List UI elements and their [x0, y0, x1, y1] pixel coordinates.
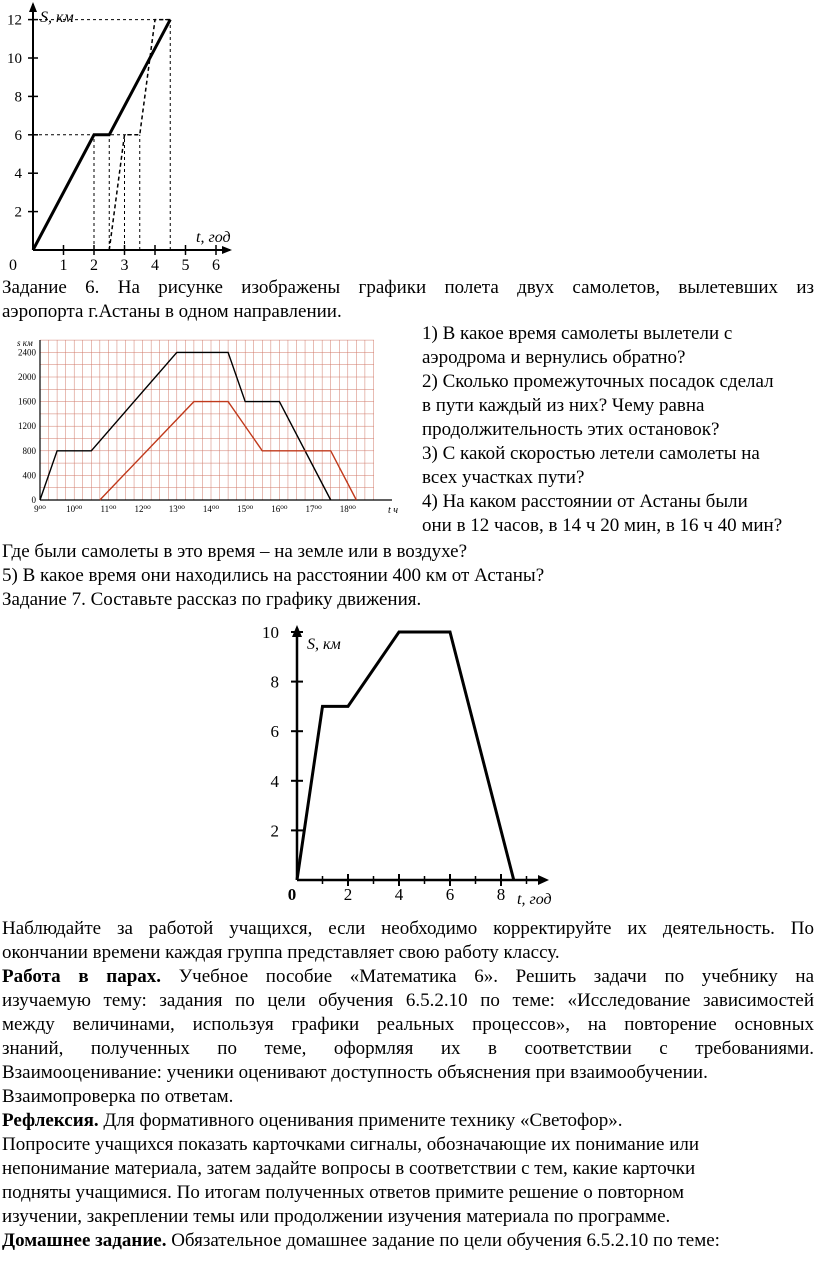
graph-3-y-tick: 4 [270, 771, 279, 791]
task6-question-line: они в 12 часов, в 14 ч 20 мин, в 16 ч 40 мин? [422, 515, 783, 536]
graph-3-x-tick: 8 [496, 885, 506, 904]
graph-2-x-label: t ч [388, 505, 399, 516]
graph-3-x-label: t, год [517, 891, 552, 908]
graph-3-series [297, 632, 514, 880]
pair-line-3: между величинами, используя графики реальных процессов», на повторение основных [2, 1014, 814, 1035]
graph-2-x-tick: 9⁰⁰ [34, 504, 46, 514]
task6-question-5: 5) В какое время они находились на расстоянии 400 км от Астаны? [2, 565, 545, 586]
refl-heading: Рефлексия. [2, 1110, 99, 1131]
graph-1-x-tick: 1 [59, 257, 68, 272]
task6-question-line: 2) Сколько промежуточных посадок сделал [422, 371, 774, 392]
graph-2-x-tick: 17⁰⁰ [305, 504, 322, 514]
graph-2-x-tick: 10⁰⁰ [66, 504, 83, 514]
graph-2 [0, 330, 410, 520]
graph-3-y-label: S, км [307, 636, 341, 653]
graph-2-y-tick: 800 [22, 445, 36, 456]
graph-1-y-tick: 2 [14, 204, 22, 221]
task6-question-line: продолжительность этих остановок? [422, 419, 720, 440]
graph-2-x-tick: 13⁰⁰ [168, 504, 185, 514]
graph-1-x-tick: 0 [9, 257, 17, 272]
graph-1-x-tick: 2 [90, 257, 98, 272]
task6-question-full-line: Где были самолеты в это время – на земле или в воздухе? [2, 541, 468, 562]
graph-1-x-tick: 5 [181, 257, 190, 272]
refl-line-4: подняты учащимися. По итогам полученных ответов примите решение о повторном [2, 1182, 685, 1203]
graph-1-y-tick: 4 [14, 166, 22, 183]
graph-2-x-tick: 16⁰⁰ [271, 504, 288, 514]
graph-2-x-tick: 12⁰⁰ [134, 504, 151, 514]
graph-1-x-tick: 4 [151, 257, 159, 272]
graph-2-y-tick: 0 [31, 495, 36, 505]
graph-2-x-tick: 11⁰⁰ [100, 504, 117, 514]
graph-3 [255, 622, 555, 912]
task6-line-2: аэропорта г.Астаны в одном направлении. [2, 301, 342, 322]
task6-question-line: 4) На каком расстоянии от Астаны были [422, 491, 748, 512]
refl-line-5: изучении, закреплении темы или продолжении изучения материала по программе. [2, 1206, 671, 1227]
graph-1-x-tick: 6 [212, 257, 220, 272]
graph-1-y-tick: 10 [7, 51, 22, 67]
graph-2-x-tick: 14⁰⁰ [202, 504, 220, 514]
graph-3-y-tick: 10 [262, 623, 279, 642]
pair-line-1: Работа в парах. Учебное пособие «Математика 6». Решить задачи по учебнику на [2, 966, 815, 987]
refl-line-2: Попросите учащихся показать карточками сигналы, обозначающие их понимание или [2, 1134, 700, 1155]
graph-1-y-label: S, км [40, 9, 74, 26]
refl-line-3: непонимание материала, затем задайте вопросы в соответствии с тем, какие карточки [2, 1158, 696, 1179]
graph-2-y-tick: 400 [22, 470, 36, 481]
task6-question-line: 3) С какой скоростью летели самолеты на [422, 443, 760, 464]
graph-3-x-tick: 6 [445, 885, 455, 904]
task6-question-line: аэродрома и вернулись обратно? [422, 347, 686, 368]
graph-3-y-tick: 6 [270, 722, 279, 742]
graph-2-y-label: s км [17, 338, 33, 348]
task6-questions [422, 322, 816, 538]
graph-2-x-tick: 18⁰⁰ [339, 504, 356, 514]
graph-2-y-tick: 1200 [18, 421, 36, 432]
graph-3-x-tick: 0 [287, 885, 297, 904]
graph-1 [0, 0, 240, 272]
graph-3-y-tick: 8 [270, 672, 279, 692]
graph-1-y-tick: 8 [14, 89, 22, 106]
p1-line-1: Наблюдайте за работой учащихся, если необходимо корректируйте их деятельность. По [2, 918, 814, 939]
pair-line-5: Взаимооценивание: ученики оценивают доступность объяснения при взаимообучении. [2, 1062, 708, 1083]
task7-title: Задание 7. Составьте рассказ по графику движения. [2, 589, 422, 610]
graph-2-y-tick: 1600 [18, 396, 36, 407]
graph-3-x-tick: 4 [394, 885, 404, 904]
refl-line-1: Рефлексия. Для формативного оценивания примените технику «Светофор». [2, 1110, 623, 1131]
graph-2-grid [40, 340, 374, 500]
graph-1-x-label: t, год [196, 229, 231, 246]
pair-line-2: изучаемую тему: задания по цели обучения 6.5.2.10 по теме: «Исследование зависимостей [2, 990, 814, 1011]
graph-3-x-tick: 2 [343, 885, 353, 904]
p1-line-2: окончании времени каждая группа представляет свою работу классу. [2, 942, 560, 963]
task6-question-line: 1) В какое время самолеты вылетели с [422, 323, 733, 344]
task6-line-1: Задание 6. На рисунке изображены графики полета двух самолетов, вылетевших из [2, 277, 814, 298]
hw-heading: Домашнее задание. [2, 1230, 167, 1251]
graph-3-y-tick: 2 [270, 821, 279, 841]
pair-line-4: знаний, полученных по теме, оформляя их в соответствии с требованиями. [2, 1038, 814, 1059]
pair-line-6: Взаимопроверка по ответам. [2, 1086, 234, 1107]
graph-2-y-tick: 2000 [18, 372, 36, 382]
graph-2-y-tick: 2400 [18, 347, 36, 358]
pair-heading: Работа в парах. [2, 966, 162, 987]
graph-1-y-tick: 12 [7, 12, 22, 29]
graph-1-y-tick: 6 [14, 127, 22, 144]
graph-2-x-tick: 15⁰⁰ [237, 504, 254, 514]
hw-line-1: Домашнее задание. Обязательное домашнее задание по цели обучения 6.5.2.10 по теме: [2, 1230, 720, 1251]
task6-question-line: в пути каждый из них? Чему равна [422, 395, 705, 416]
task6-question-line: всех участках пути? [422, 467, 585, 488]
graph-1-x-tick: 3 [120, 257, 129, 272]
